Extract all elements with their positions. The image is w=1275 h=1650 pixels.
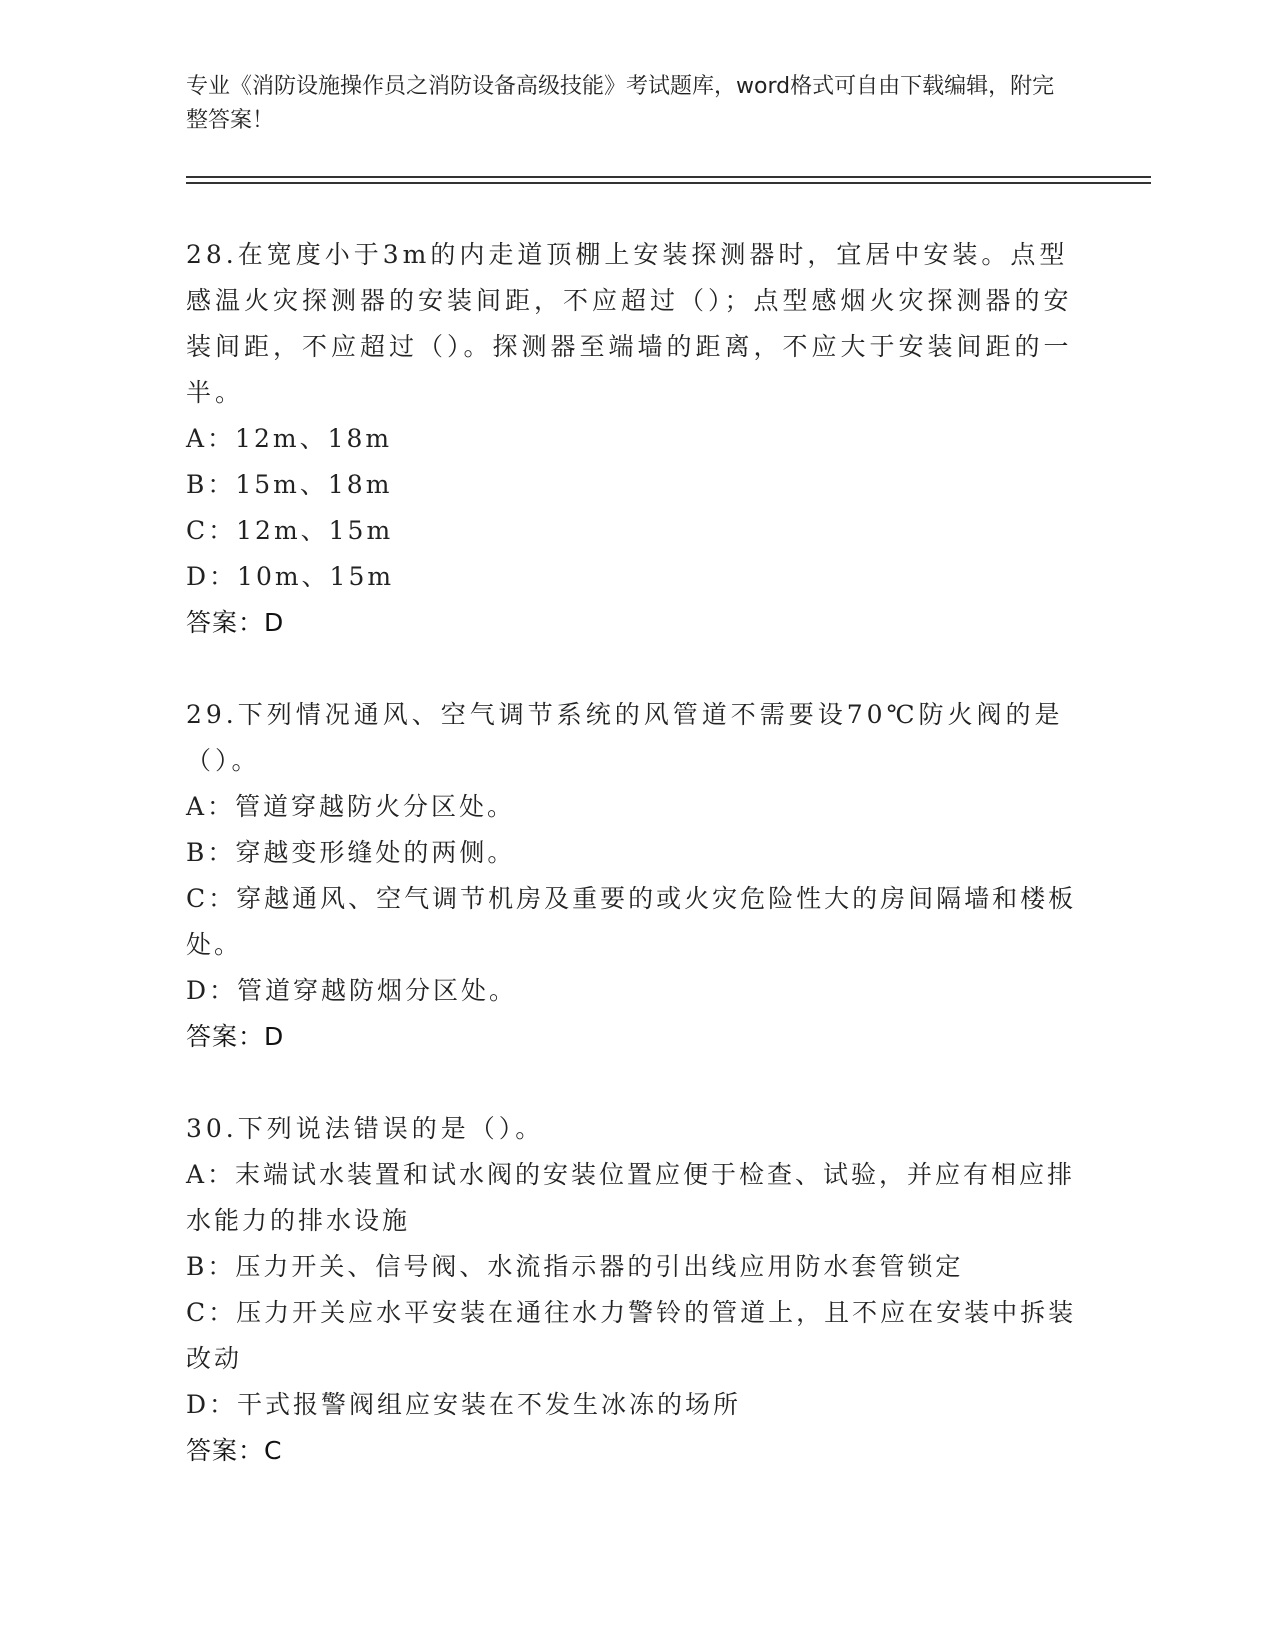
option-a: A：管道穿越防火分区处。 — [186, 792, 516, 821]
option-d: D：管道穿越防烟分区处。 — [186, 976, 518, 1005]
option-b: B：穿越变形缝处的两侧。 — [186, 838, 516, 867]
document-header: 专业《消防设施操作员之消防设备高级技能》考试题库，word格式可自由下载编辑，附完整答案！ — [186, 74, 1055, 133]
option-d: D：10m、15m — [186, 562, 395, 591]
question-28 — [186, 232, 1086, 646]
answer: 答案：D — [186, 1022, 285, 1051]
option-c: C：压力开关应水平安装在通往水力警铃的管道上，且不应在安装中拆装改动 — [186, 1298, 1077, 1373]
answer: 答案：D — [186, 608, 285, 637]
question-text: 29.下列情况通风、空气调节系统的风管道不需要设70℃防火阀的是（）。 — [186, 700, 1064, 775]
header-rule-bottom — [186, 182, 1151, 184]
option-b: B：15m、18m — [186, 470, 393, 499]
answer: 答案：C — [186, 1436, 283, 1465]
question-29 — [186, 692, 1086, 1060]
question-text: 28.在宽度小于3m的内走道顶棚上安装探测器时，宜居中安装。点型感温火灾探测器的安装间距，不应超过（）；点型感烟火灾探测器的安装间距，不应超过（）。探测器至端墙的距离，不应大于安装间距的一半。 — [186, 240, 1073, 407]
option-a: A：末端试水装置和试水阀的安装位置应便于检查、试验，并应有相应排水能力的排水设施 — [186, 1160, 1076, 1235]
header-rule-top — [186, 176, 1151, 178]
option-c: C：穿越通风、空气调节机房及重要的或火灾危险性大的房间隔墙和楼板处。 — [186, 884, 1077, 959]
question-list — [186, 232, 1086, 1520]
option-d: D：干式报警阀组应安装在不发生冰冻的场所 — [186, 1390, 742, 1419]
question-30 — [186, 1106, 1086, 1474]
option-a: A：12m、18m — [186, 424, 393, 453]
option-b: B：压力开关、信号阀、水流指示器的引出线应用防水套管锁定 — [186, 1252, 964, 1281]
option-c: C：12m、15m — [186, 516, 394, 545]
question-text: 30.下列说法错误的是（）。 — [186, 1114, 545, 1143]
